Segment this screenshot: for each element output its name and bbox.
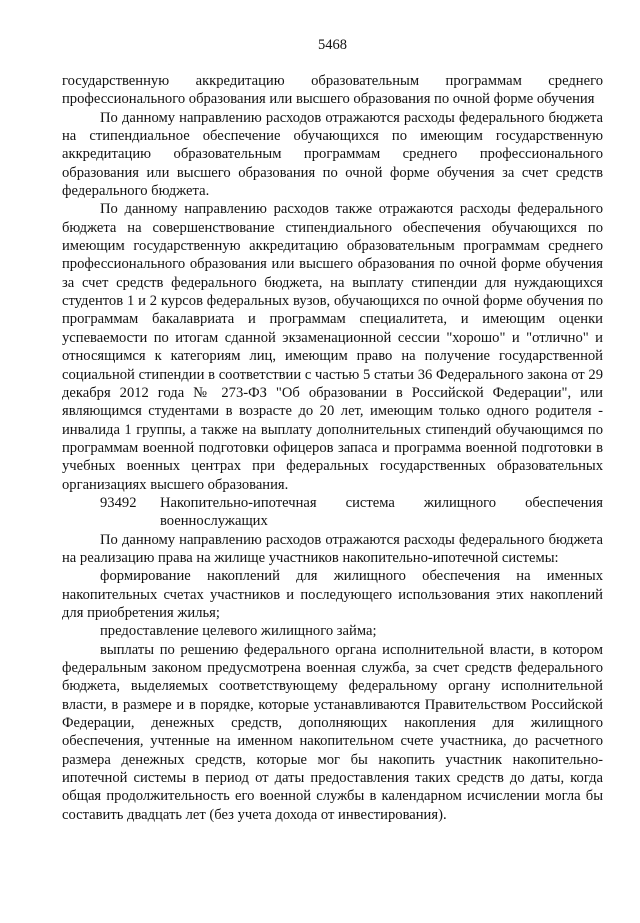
paragraph-target-loan: предоставление целевого жилищного займа; [100,623,377,640]
page-number: 5468 [318,37,347,53]
paragraph-housing-expenses: По данному направлению расходов отражаются расходы федерального бюджета на реализацию права на жилище участников накопительно-ипотечной системы: [62,531,603,566]
paragraph-expenses-scholarship: По данному направлению расходов отражаются расходы федерального бюджета на стипендиальное обеспечение обучающихся по имеющим государственную аккредитацию образовательным программам среднего профессионального образования или высшего образования по очной форме обучения за счет средств федерального бюджета. [62,109,603,200]
expense-code: 93492 [100,494,137,511]
paragraph-expenses-scholarship-improvement: По данному направлению расходов также отражаются расходы федерального бюджета на совершенствование стипендиального обеспечения обучающихся по имеющим государственную аккредитацию образовательным программам среднего профессионального образования или высшего образования по очной форме обучения за счет средств федерального бюджета, на выплату стипендии для нуждающихся студентов 1 и 2 курсов федеральных вузов, обучающихся по очной форме обучения по программам бакалавриата и программам специалитета, и имеющим оценки успеваемости по итогам сданной экзаменационной сессии "хорошо" и "отлично" и относящимся к категориям лиц, имеющим право на получение государственной социальной стипендии в соответствии с частью 5 статьи 36 Федерального закона от 29 декабря 2012 года № 273-ФЗ "Об образовании в Российской Федерации", или являющимся студентами в возрасте до 20 лет, имеющим только одного родителя - инвалида 1 группы, а также на выплату дополнительных стипендий обучающимся по программам военной подготовки офицеров запаса и программа военной подготовки в учебных военных центрах при федеральных государственных образовательных организациях высшего образования. [62,201,603,493]
expense-code-title: Накопительно-ипотечная система жилищного обеспечения военнослужащих [160,494,603,530]
expense-code-entry [62,494,603,531]
document-body [62,72,603,824]
paragraph-continuation: государственную аккредитацию образовательным программам среднего профессионального образования или высшего образования по очной форме обучения [62,73,603,108]
paragraph-savings-formation: формирование накоплений для жилищного обеспечения на именных накопительных счетах участников и последующего использования этих накоплений для приобретения жилья; [62,568,603,621]
paragraph-payments: выплаты по решению федерального органа исполнительной власти, в котором федеральным законом предусмотрена военная служба, за счет средств федерального бюджета, выделяемых соответствующему федеральному органу исполнительной власти, в размере и в порядке, которые устанавливаются Правительством Российской Федерации, денежных средств, дополняющих накопления для жилищного обеспечения, учтенные на именном накопительном счете участника, до расчетного размера денежных средств, которые мог бы накопить участник накопительно-ипотечной системы в период от даты предоставления таких средств до даты, когда общая продолжительность его военной службы в календарном исчислении могла бы составить двадцать лет (без учета дохода от инвестирования). [62,641,603,823]
